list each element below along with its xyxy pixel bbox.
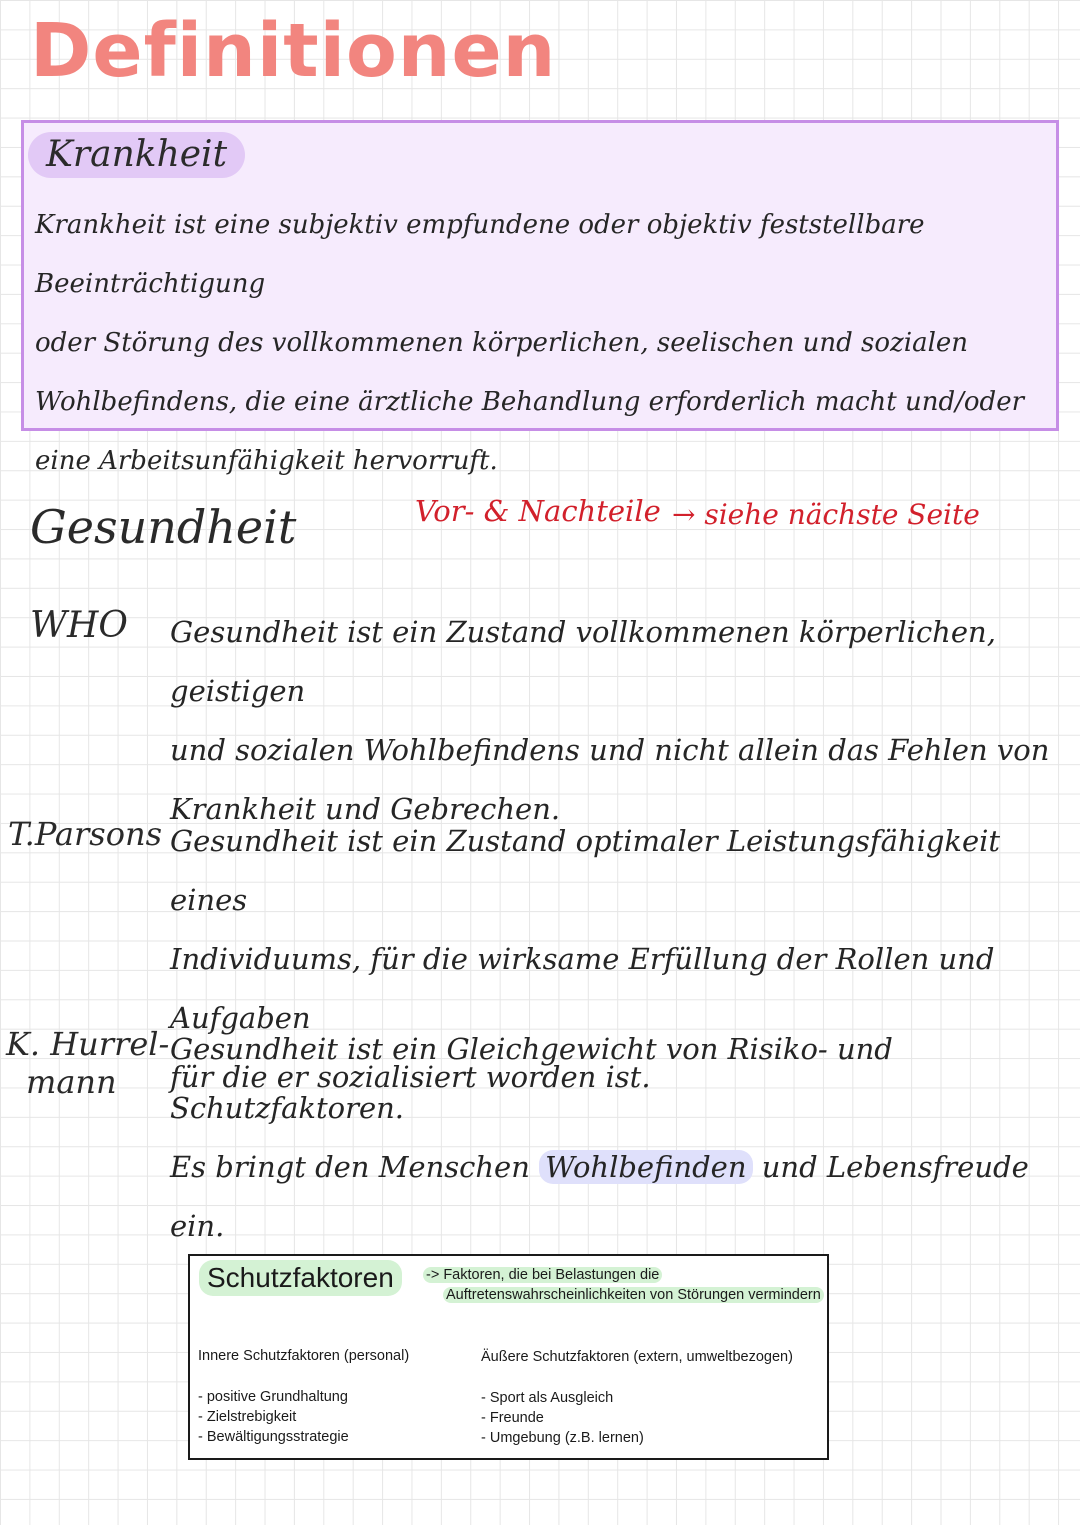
parsons-line: Individuums, für die wirksame Erfüllung der Rollen und Aufgaben (170, 942, 995, 1035)
pros-cons-note: Vor- & Nachteile (415, 494, 661, 528)
parsons-line: Gesundheit ist ein Zustand optimaler Leistungsfähigkeit eines (170, 824, 1001, 917)
list-item: - Sport als Ausgleich (481, 1390, 614, 1406)
hurrelmann-label (6, 1025, 169, 1101)
hurrelmann-label-line1: K. Hurrel- (6, 1025, 170, 1063)
krankheit-definition-text (35, 196, 1055, 491)
schutzfaktoren-description (423, 1265, 827, 1305)
gesundheit-heading: Gesundheit (30, 500, 297, 554)
hurrelmann-text: Es bringt den Menschen (170, 1150, 540, 1184)
krankheit-line: Wohlbefindens, die eine ärztliche Behandlung erforderlich macht und/oder (35, 387, 1025, 417)
parsons-line: für die er sozialisiert worden ist. (170, 1060, 651, 1094)
hurrelmann-definition (170, 1020, 1065, 1256)
inner-factors-list (198, 1387, 349, 1447)
next-page-note: → siehe nächste Seite (672, 498, 980, 531)
krankheit-line: oder Störung des vollkommenen körperlichen, seelischen und sozialen (35, 328, 969, 358)
who-line: und sozialen Wohlbefindens und nicht allein das Fehlen von (170, 733, 1050, 767)
who-line: Gesundheit ist ein Zustand vollkommenen körperlichen, geistigen (170, 615, 996, 708)
krankheit-heading: Krankheit (28, 132, 245, 178)
parsons-label: T.Parsons (8, 815, 162, 853)
inner-factors-heading: Innere Schutzfaktoren (personal) (198, 1348, 410, 1364)
list-item: - Umgebung (z.B. lernen) (481, 1430, 644, 1446)
schutzfaktoren-desc-line2: Auftretenswahrscheinlichkeiten von Störungen vermindern (443, 1287, 824, 1303)
who-definition (170, 603, 1065, 839)
hurrelmann-text: und Lebensfreude ein. (170, 1150, 1029, 1243)
schutzfaktoren-desc-line1: -> Faktoren, die bei Belastungen die (423, 1267, 662, 1283)
hurrelmann-label-line2: mann (26, 1063, 117, 1101)
krankheit-line: Krankheit ist eine subjektiv empfundene oder objektiv feststellbare Beeinträchtigung (35, 210, 925, 299)
list-item: - Freunde (481, 1410, 544, 1426)
schutzfaktoren-title: Schutzfaktoren (199, 1260, 402, 1296)
krankheit-line: eine Arbeitsunfähigkeit hervorruft. (35, 446, 498, 476)
list-item: - positive Grundhaltung (198, 1389, 348, 1405)
who-line: Krankheit und Gebrechen. (170, 792, 561, 826)
list-item: - Bewältigungsstrategie (198, 1429, 349, 1445)
hurrelmann-line: Gesundheit ist ein Gleichgewicht von Risiko- und Schutzfaktoren. (170, 1032, 893, 1125)
outer-factors-heading: Äußere Schutzfaktoren (extern, umweltbezogen) (481, 1349, 793, 1365)
who-label: WHO (30, 605, 128, 646)
wohlbefinden-highlight: Wohlbefinden (539, 1150, 752, 1184)
hurrelmann-line (170, 1138, 1065, 1256)
page-title: Definitionen (30, 8, 557, 94)
list-item: - Zielstrebigkeit (198, 1409, 297, 1425)
outer-factors-list (481, 1388, 644, 1448)
